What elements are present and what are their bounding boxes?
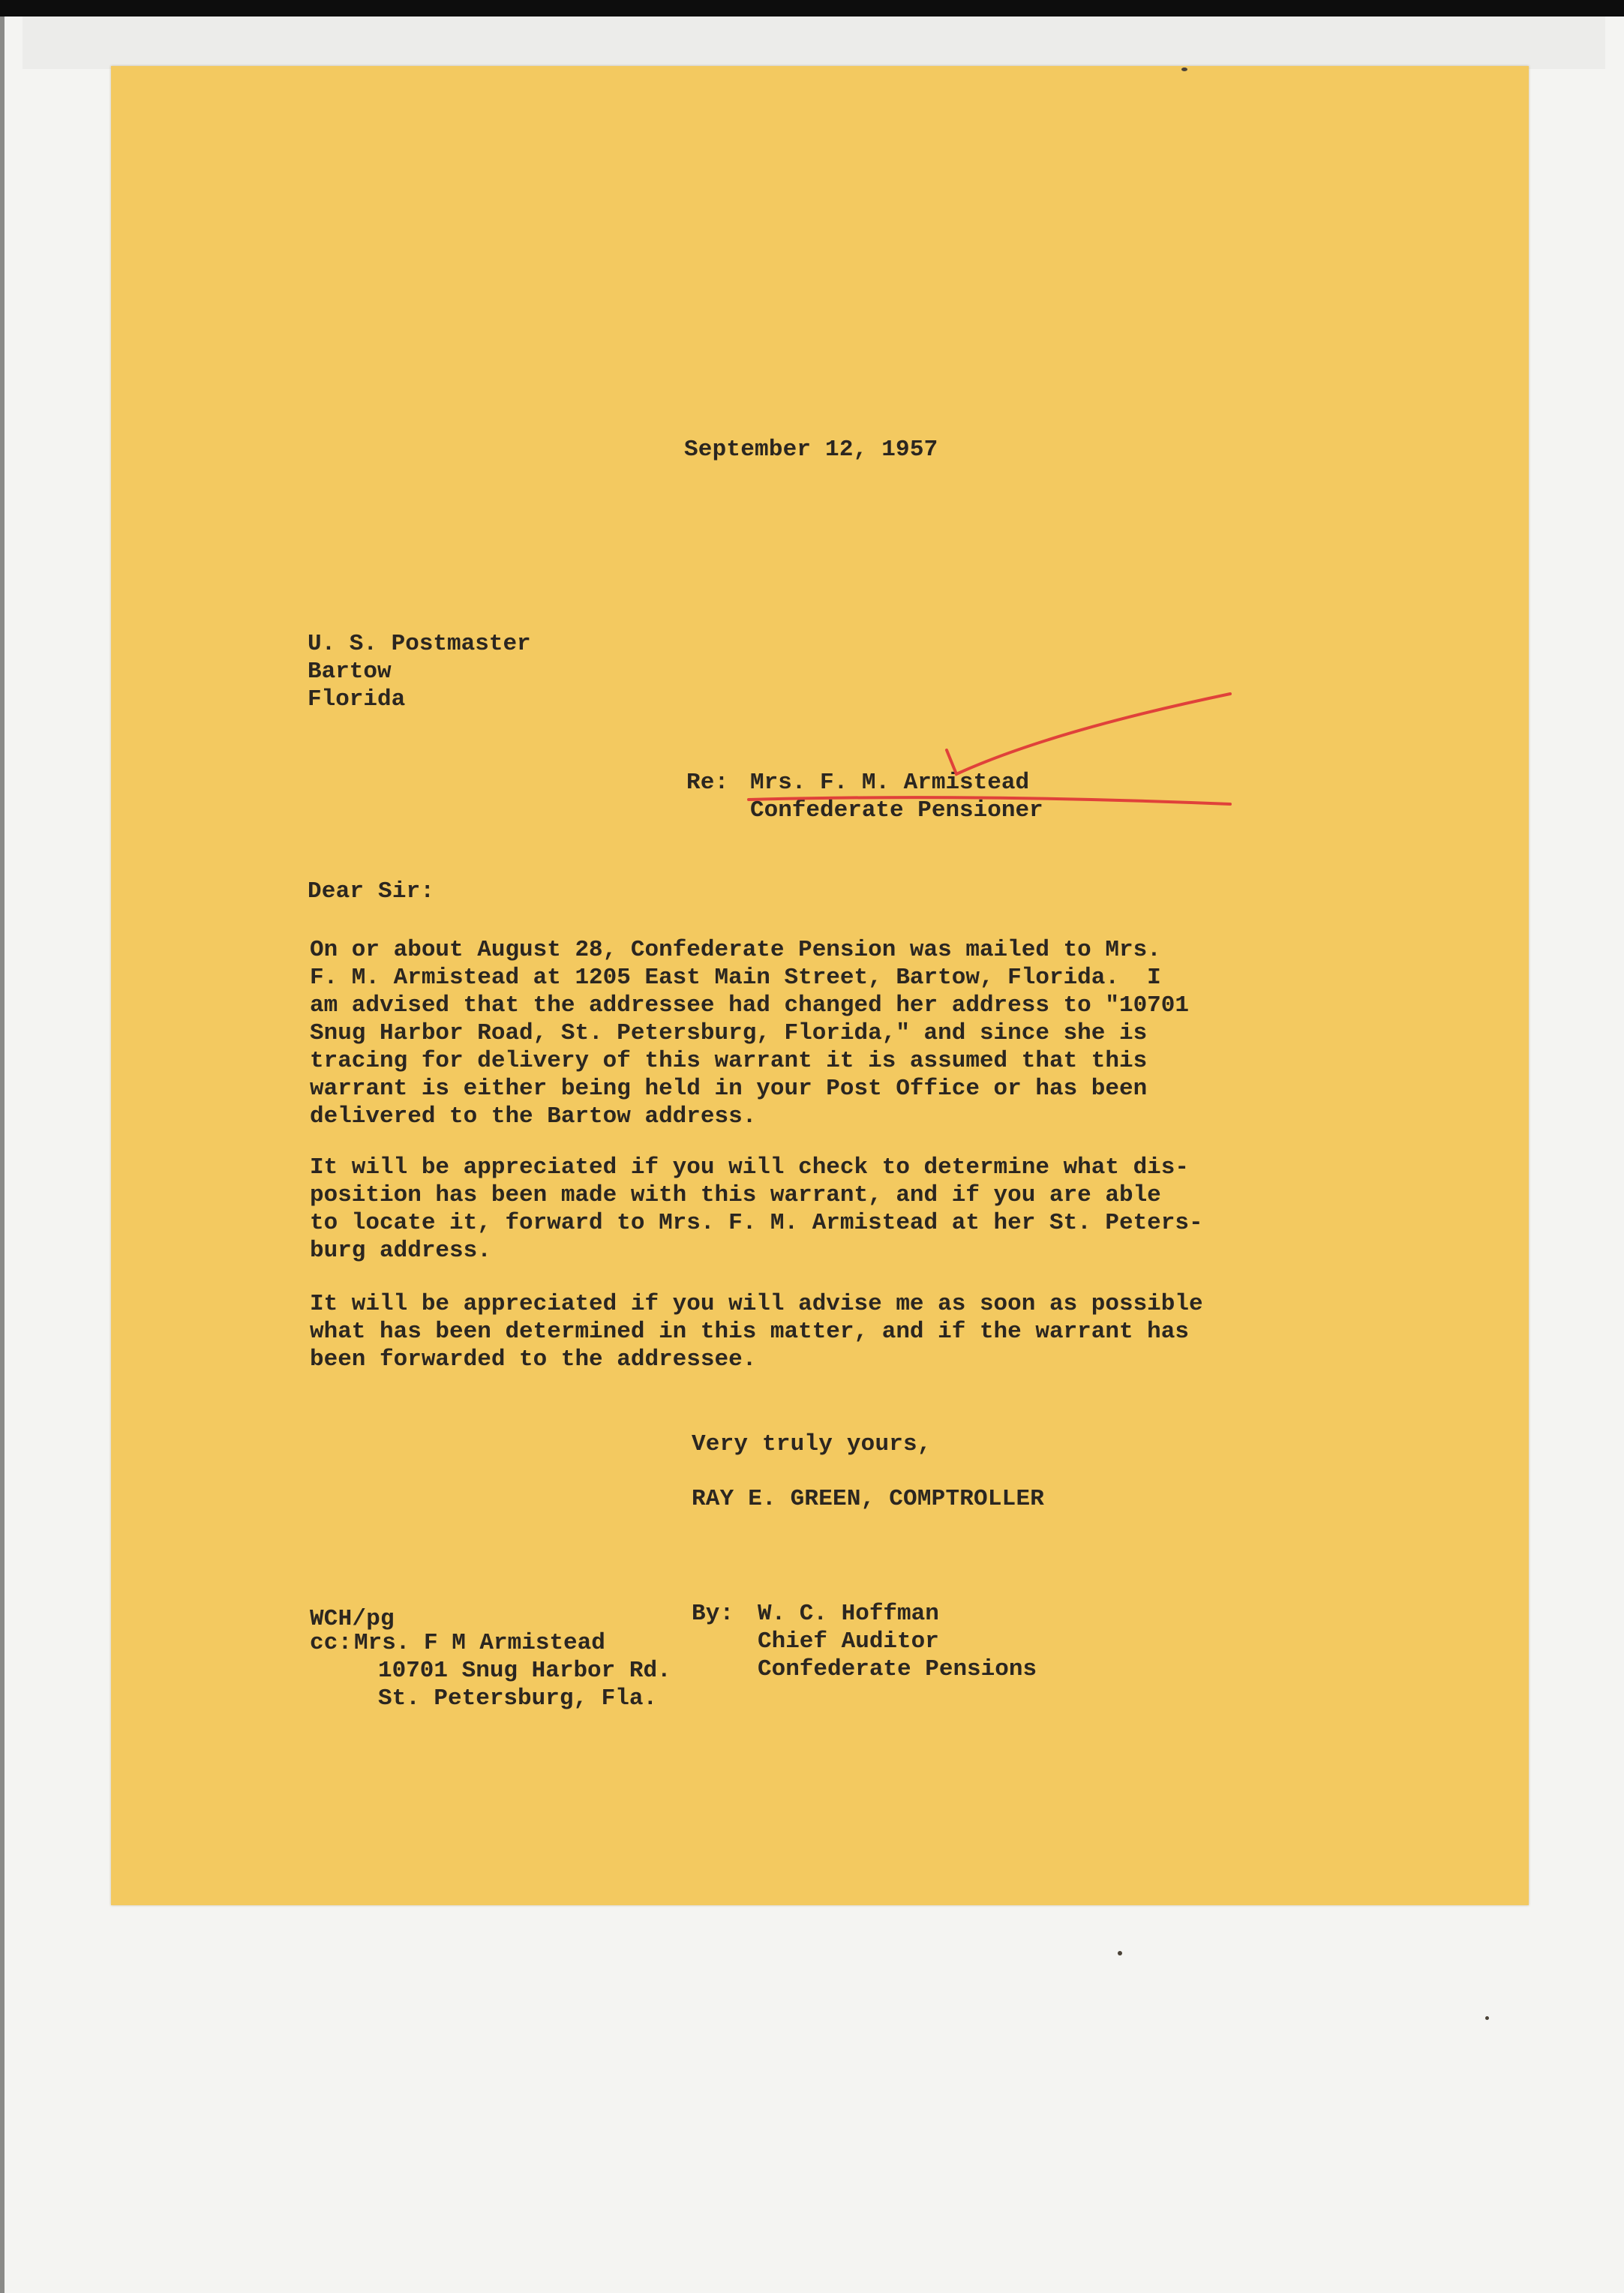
cc-label: cc: <box>310 1630 353 1656</box>
cc-line: St. Petersburg, Fla. <box>378 1685 658 1712</box>
cc-line: Mrs. F M Armistead <box>354 1630 605 1656</box>
paragraph-line: position has been made with this warrant, and if you are able <box>310 1182 1161 1208</box>
paragraph-line: delivered to the Bartow address. <box>310 1103 757 1130</box>
scanner-top-strip <box>23 17 1605 69</box>
salutation: Dear Sir: <box>308 878 435 905</box>
paragraph-line: On or about August 28, Confederate Pension was mailed to Mrs. <box>310 937 1161 963</box>
by-signature-block <box>758 1600 1037 1683</box>
recipient-line: Florida <box>308 686 406 713</box>
by-label: By: <box>692 1601 734 1627</box>
paragraph-line: burg address. <box>310 1238 491 1264</box>
body-paragraph-2 <box>310 1154 1203 1265</box>
paragraph-line: F. M. Armistead at 1205 East Main Street, Bartow, Florida. I <box>310 965 1161 991</box>
closing: Very truly yours, <box>692 1431 932 1457</box>
paragraph-line: warrant is either being held in your Post Office or has been <box>310 1076 1148 1102</box>
recipient-line: Bartow <box>308 659 392 685</box>
re-subject <box>750 769 1043 824</box>
re-line: Confederate Pensioner <box>750 797 1043 824</box>
body-paragraph-1 <box>310 936 1189 1130</box>
re-label: Re: <box>686 770 729 796</box>
recipient-line: U. S. Postmaster <box>308 631 531 657</box>
by-line: W. C. Hoffman <box>758 1601 939 1627</box>
paragraph-line: am advised that the addressee had changed her address to "10701 <box>310 992 1189 1019</box>
scanner-left-edge <box>0 17 5 2293</box>
signatory: RAY E. GREEN, COMPTROLLER <box>692 1486 1045 1512</box>
re-line: Mrs. F. M. Armistead <box>750 770 1030 796</box>
paragraph-line: It will be appreciated if you will advise me as soon as possible <box>310 1291 1203 1317</box>
cc-line: 10701 Snug Harbor Rd. <box>378 1658 671 1684</box>
scan-speck <box>1181 68 1187 71</box>
scan-speck <box>1118 1951 1122 1955</box>
by-line: Confederate Pensions <box>758 1656 1037 1682</box>
scan-speck <box>1485 2016 1489 2020</box>
paragraph-line: to locate it, forward to Mrs. F. M. Armistead at her St. Peters- <box>310 1210 1203 1236</box>
body-paragraph-3 <box>310 1290 1203 1373</box>
scanner-top-border <box>0 0 1624 17</box>
paragraph-line: been forwarded to the addressee. <box>310 1346 757 1373</box>
cc-address <box>354 1629 671 1712</box>
paragraph-line: what has been determined in this matter, and if the warrant has <box>310 1319 1189 1345</box>
paragraph-line: Snug Harbor Road, St. Petersburg, Florida," and since she is <box>310 1020 1148 1046</box>
letter-date: September 12, 1957 <box>684 437 938 463</box>
recipient-address <box>308 630 531 713</box>
by-line: Chief Auditor <box>758 1628 939 1655</box>
typist-initials: WCH/pg <box>310 1606 395 1632</box>
paragraph-line: tracing for delivery of this warrant it is assumed that this <box>310 1048 1148 1074</box>
paragraph-line: It will be appreciated if you will check to determine what dis- <box>310 1154 1189 1181</box>
